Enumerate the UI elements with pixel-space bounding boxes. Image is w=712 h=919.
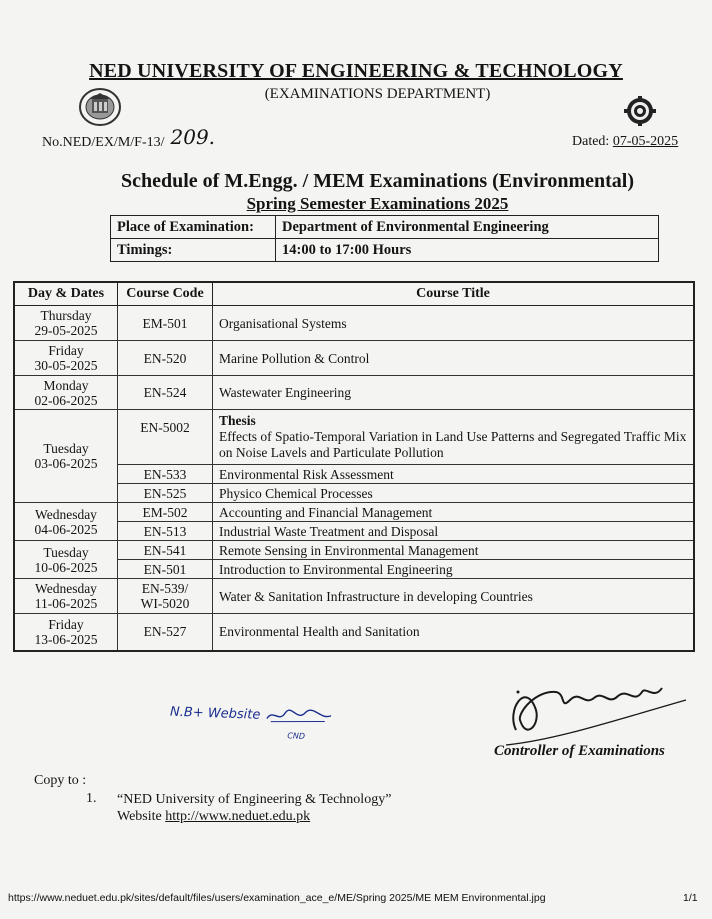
course-code: EN-520 [118,341,213,376]
university-title: NED UNIVERSITY OF ENGINEERING & TECHNOLOGY [89,60,623,82]
course-title: Water & Sanitation Infrastructure in developing Countries [213,579,695,614]
gear-seal-icon [622,96,658,126]
course-title: Physico Chemical Processes [213,484,695,503]
course-code: EN-539/ [141,581,189,596]
reference-prefix: No.NED/EX/M/F-13/ [42,135,165,150]
copy-item [117,791,391,825]
day: Tuesday [43,441,89,456]
schedule-table [13,281,695,652]
day-date-cell [14,614,118,651]
timings-label: Timings: [111,239,276,262]
controller-title: Controller of Examinations [494,743,665,759]
day-date-cell [14,541,118,579]
course-code: EN-533 [118,465,213,484]
website-link[interactable]: http://www.neduet.edu.pk [165,809,311,824]
date: 30-05-2025 [34,358,98,373]
course-code-cell [118,579,213,614]
course-title: Effects of Spatio-Temporal Variation in Land Use Patterns and Segregated Traffic Mix on Noise Lavels and Particulate Pollution [219,429,687,460]
day-date-cell [14,341,118,376]
table-row [14,579,694,614]
day: Monday [43,377,89,393]
place-label: Place of Examination: [111,216,276,239]
day-date-cell [14,503,118,541]
course-code: EN-513 [118,522,213,541]
day: Wednesday [35,581,97,596]
timings-value: 14:00 to 17:00 Hours [276,239,659,262]
course-title: Marine Pollution & Control [213,341,695,376]
reference-handwritten: 209. [170,125,216,149]
footer-url: https://www.neduet.edu.pk/sites/default/files/users/examination_ace_e/ME/Spring 2025/ME MEM Environmental.jpg [8,892,546,904]
day-date-cell [14,376,118,410]
table-row [14,341,694,376]
reference-number [42,127,215,151]
schedule-title: Schedule of M.Engg. / MEM Examinations (Environmental) [121,170,634,192]
course-title-cell [213,410,695,465]
table-row [14,376,694,410]
semester-title: Spring Semester Examinations 2025 [246,194,509,213]
table-row [14,306,694,341]
course-title: Remote Sensing in Environmental Management [213,541,695,560]
course-title: Accounting and Financial Management [213,503,695,522]
dated-label: Dated: [572,134,610,149]
day: Thursday [40,308,92,323]
course-title: Environmental Health and Sanitation [213,614,695,651]
dated-value: 07-05-2025 [612,134,679,149]
course-title: Organisational Systems [213,306,695,341]
table-header-row [14,282,694,306]
handwritten-note [169,703,335,741]
date: 10-06-2025 [34,559,98,575]
table-row [14,614,694,651]
table-row [14,503,694,522]
day-date-cell [14,306,118,341]
date: 04-06-2025 [34,521,98,537]
copy-item-line1: “NED University of Engineering & Technology” [117,792,392,807]
course-code: EM-501 [118,306,213,341]
course-code: EN-501 [118,560,213,579]
copy-to-label: Copy to : [34,773,87,788]
copy-item-number: 1. [86,791,97,806]
day: Friday [48,616,84,632]
place-value: Department of Environmental Engineering [276,216,659,239]
course-code: EN-527 [118,614,213,651]
course-code: EM-502 [118,503,213,522]
course-code-secondary: WI-5020 [140,596,190,611]
copy-item-website-prefix: Website [117,809,166,824]
timings-row [111,239,659,262]
department-subtitle: (EXAMINATIONS DEPARTMENT) [264,86,491,102]
course-title: Environmental Risk Assessment [213,465,695,484]
date: 29-05-2025 [34,323,98,338]
date: 03-06-2025 [34,456,98,471]
day-date-cell [14,579,118,614]
table-row [14,410,694,465]
date: 02-06-2025 [34,392,98,408]
date: 13-06-2025 [34,631,98,647]
course-code: EN-541 [118,541,213,560]
university-crest-icon [78,87,122,127]
course-code: EN-5002 [118,410,213,465]
header-course-title: Course Title [213,282,695,306]
header-day-dates: Day & Dates [14,282,118,306]
day: Tuesday [43,544,89,560]
day: Wednesday [35,506,97,522]
header-course-code: Course Code [118,282,213,306]
course-title: Industrial Waste Treatment and Disposal [213,522,695,541]
thesis-label: Thesis [219,413,256,428]
course-code: EN-524 [118,376,213,410]
place-table [110,215,659,262]
table-row [14,541,694,560]
course-title: Wastewater Engineering [213,376,695,410]
handwritten-initials: CND [287,731,306,741]
initials-scribble-icon [264,706,335,726]
day: Friday [48,343,84,358]
handwritten-note-text: N.B+ Website [169,704,261,723]
course-title: Introduction to Environmental Engineering [213,560,695,579]
controller-signature [496,670,696,750]
dated-line [572,134,678,150]
day-date-cell [14,410,118,503]
date: 11-06-2025 [34,596,98,611]
page-number: 1/1 [683,892,698,904]
course-code: EN-525 [118,484,213,503]
place-row [111,216,659,239]
